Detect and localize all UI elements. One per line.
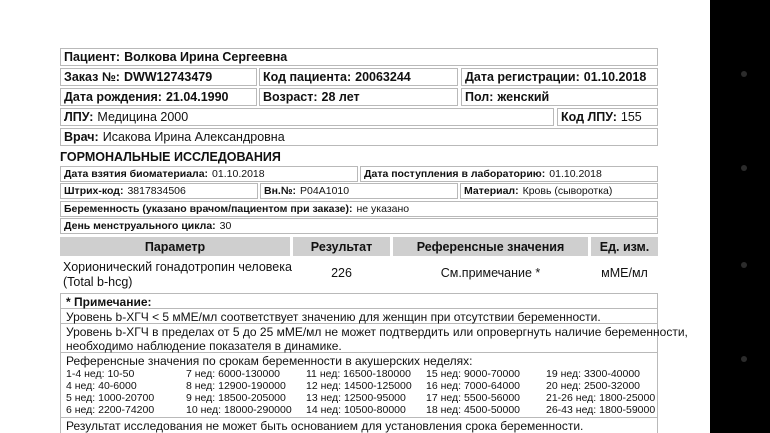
note-line-2: Уровень b-ХГЧ в пределах от 5 до 25 мМЕ/мл не может подтвердить или опровергнуть наличие беременности, — [66, 325, 688, 339]
ref-cell: 13 нед: 12500-95000 — [306, 392, 406, 404]
note-title: * Примечание: — [66, 295, 152, 309]
sex-field — [461, 88, 658, 106]
ref-cell: 8 нед: 12900-190000 — [186, 380, 286, 392]
param-name-line1: Хорионический гонадотропин человека — [63, 260, 292, 274]
sex-label: Пол: — [465, 90, 494, 104]
patient-code-label: Код пациента: — [263, 70, 352, 84]
header-unit: Ед. изм. — [591, 237, 658, 256]
section-title: ГОРМОНАЛЬНЫЕ ИССЛЕДОВАНИЯ — [60, 150, 281, 164]
lpu-code-value: 155 — [620, 110, 642, 124]
internal-no-field — [260, 183, 458, 199]
birth-date-field — [60, 88, 257, 106]
ref-cell: 11 нед: 16500-180000 — [306, 368, 411, 380]
ref-title: Референсные значения по срокам беременности в акушерских неделях: — [66, 354, 473, 368]
ref-cell: 26-43 нед: 1800-59000 — [546, 404, 656, 416]
age-field — [259, 88, 458, 106]
lpu-value: Медицина 2000 — [97, 110, 189, 124]
result-value: 226 — [331, 266, 352, 280]
ref-cell: 12 нед: 14500-125000 — [306, 380, 412, 392]
ref-cell: 4 нед: 40-6000 — [66, 380, 137, 392]
patient-label: Пациент: — [64, 50, 121, 64]
note-final: Результат исследования не может быть основанием для установления срока беременности. — [66, 419, 584, 433]
material-value: Кровь (сыворотка) — [522, 185, 613, 197]
reg-date-label: Дата регистрации: — [465, 70, 580, 84]
material-field — [460, 183, 658, 199]
reg-date-field — [461, 68, 658, 86]
lab-date-field — [360, 166, 658, 182]
ref-cell: 21-26 нед: 1800-25000 — [546, 392, 656, 404]
ref-cell: 14 нед: 10500-80000 — [306, 404, 406, 416]
lpu-label: ЛПУ: — [64, 110, 94, 124]
viewer-side-bar — [710, 0, 770, 433]
patient-name: Волкова Ирина Сергеевна — [124, 50, 288, 64]
nav-dot-icon[interactable] — [741, 165, 747, 171]
unit-value: мМЕ/мл — [601, 266, 648, 280]
ref-cell: 9 нед: 18500-205000 — [186, 392, 286, 404]
nav-dot-icon[interactable] — [741, 71, 747, 77]
lpu-field — [60, 108, 554, 126]
lab-date-value: 01.10.2018 — [549, 168, 602, 180]
patient-code-field — [259, 68, 458, 86]
ref-cell: 5 нед: 1000-20700 — [66, 392, 155, 404]
sample-date-value: 01.10.2018 — [212, 168, 265, 180]
pregnancy-field — [60, 201, 658, 217]
age-value: 28 лет — [321, 90, 360, 104]
patient-code-value: 20063244 — [355, 70, 411, 84]
ref-cell: 17 нед: 5500-56000 — [426, 392, 521, 404]
ref-cell: 19 нед: 3300-40000 — [546, 368, 641, 380]
ref-cell: 16 нед: 7000-64000 — [426, 380, 521, 392]
material-label: Материал: — [464, 185, 519, 197]
nav-dot-icon[interactable] — [741, 356, 747, 362]
ref-cell: 7 нед: 6000-130000 — [186, 368, 281, 380]
birth-date-label: Дата рождения: — [64, 90, 162, 104]
patient-field — [60, 48, 658, 66]
header-result: Результат — [293, 237, 390, 256]
barcode-field — [60, 183, 258, 199]
barcode-value: 3817834506 — [127, 185, 186, 197]
note-line-3: необходимо наблюдение показателя в динамике. — [66, 339, 342, 353]
note-divider-4 — [60, 417, 658, 418]
lpu-code-field — [557, 108, 658, 126]
ref-cell: 15 нед: 9000-70000 — [426, 368, 521, 380]
doctor-label: Врач: — [64, 130, 99, 144]
param-name-line2: (Total b-hcg) — [63, 275, 133, 289]
pregnancy-label: Беременность (указано врачом/пациентом при заказе): — [64, 203, 353, 215]
cycle-day-value: 30 — [219, 220, 232, 232]
reg-date-value: 01.10.2018 — [583, 70, 647, 84]
birth-date-value: 21.04.1990 — [165, 90, 229, 104]
cycle-day-field — [60, 218, 658, 234]
reference-value: См.примечание * — [440, 266, 541, 280]
note-border-left — [60, 293, 61, 433]
ref-cell: 10 нед: 18000-290000 — [186, 404, 292, 416]
barcode-label: Штрих-код: — [64, 185, 124, 197]
note-line-1: Уровень b-ХГЧ < 5 мМЕ/мл соответствует значению для женщин при отсутствии беременности. — [66, 310, 601, 324]
nav-dot-icon[interactable] — [741, 262, 747, 268]
header-parameter: Параметр — [60, 237, 290, 256]
ref-cell: 18 нед: 4500-50000 — [426, 404, 521, 416]
order-number: DWW12743479 — [123, 70, 213, 84]
ref-cell: 6 нед: 2200-74200 — [66, 404, 155, 416]
lab-date-label: Дата поступления в лабораторию: — [364, 168, 546, 180]
cycle-day-label: День менструального цикла: — [64, 220, 216, 232]
doctor-field — [60, 128, 658, 146]
note-border-top — [60, 293, 658, 294]
sample-date-field — [60, 166, 358, 182]
lpu-code-label: Код ЛПУ: — [561, 110, 617, 124]
pregnancy-value: не указано — [356, 203, 410, 215]
ref-cell: 1-4 нед: 10-50 — [66, 368, 135, 380]
internal-no-label: Вн.№: — [264, 185, 297, 197]
ref-cell: 20 нед: 2500-32000 — [546, 380, 641, 392]
sample-date-label: Дата взятия биоматериала: — [64, 168, 209, 180]
order-field — [60, 68, 257, 86]
note-border-right — [657, 293, 658, 433]
sex-value: женский — [497, 90, 550, 104]
internal-no-value: P04A1010 — [300, 185, 350, 197]
order-label: Заказ №: — [64, 70, 120, 84]
age-label: Возраст: — [263, 90, 318, 104]
doctor-name: Исакова Ирина Александровна — [102, 130, 285, 144]
header-reference: Референсные значения — [393, 237, 588, 256]
